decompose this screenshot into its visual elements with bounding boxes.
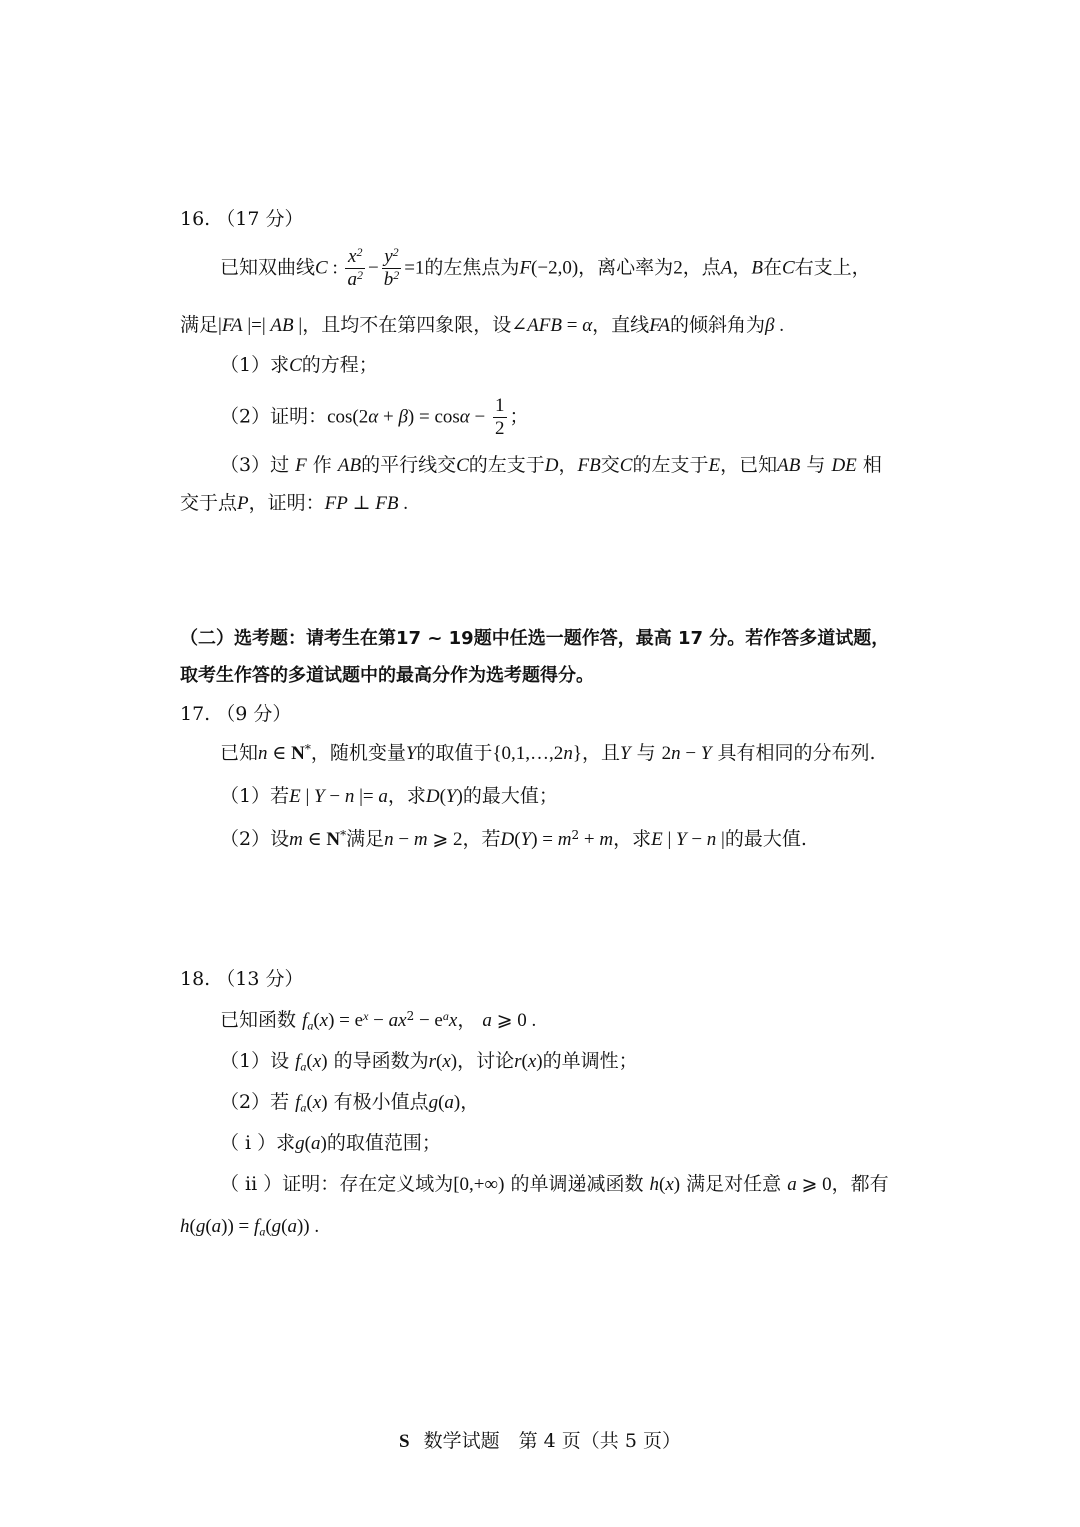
q16-part1: （1）求C的方程； [220,354,378,376]
q18-part2-ii: （ ii ）证明：存在定义域为[0,+∞) 的单调递减函数 h(x) 满足对任意 a ⩾ 0，都有 [220,1173,889,1195]
footer-page-info: 数学试题 第 4 页（共 5 页） [423,1430,681,1452]
q18-header: 18. （13 分） [180,968,304,990]
q16-part2: （2）证明：cos(2α + β) = cosα − $\frac{1}{2}$ ； [220,395,529,439]
q17-stem: 已知n ∈ N*，随机变量Y的取值于{0,1,…,2n}，且Y 与 2n − Y 具有相同的分布列. [220,742,876,764]
page-footer [0,1426,1080,1453]
q16-stem-line2: 满足|FA |=| AB |，且均不在第四象限，设∠AFB = α，直线FA的倾斜角为β . [180,314,784,336]
footer-series: S [399,1431,410,1452]
q18-part2-ii-line2: $h(g(a)) = f_a(g(a))$ . [180,1216,320,1239]
q18-part1: （1）设 $f_a(x)$ 的导函数为r(x)，讨论r(x)的单调性； [220,1050,638,1074]
section2-instructions-line1: （二）选考题：请考生在第17 ~ 19题中任选一题作答，最高 17 分。若作答多道试题， [180,628,890,649]
q16-stem: 已知双曲线C : $\frac{x^2}{a^2}$ − $\frac{y^2}{b^2}$ =1的左焦点为F(−2,0)，离心率为2，点A，B在C右支上， [220,245,871,290]
q17-part2: （2）设m ∈ N*满足n − m ⩾ 2，若$D(Y) = m^2 + m$，求E | Y − n |的最大值. [220,828,807,850]
q18-part2-i: （ i ）求g(a)的取值范围； [220,1132,441,1154]
q16-part3-line2: 交于点P，证明：FP ⊥ FB . [180,492,408,514]
q17-part1: （1）若E | Y − n |= a，求D(Y)的最大值； [220,785,558,807]
q17-header: 17. （9 分） [180,703,292,725]
q16-part3: （3）过 F 作 AB的平行线交C的左支于D，FB交C的左支于E，已知AB 与 DE 相 [220,454,882,476]
q18-stem: 已知函数 $f_a(x) = e^x - ax^2 - e^ax$， a ⩾ 0 . [220,1009,537,1033]
q16-header: 16. （17 分） [180,208,304,230]
q18-part2: （2）若 $f_a(x)$ 有极小值点g(a)， [220,1091,480,1115]
section2-instructions-line2: 取考生作答的多道试题中的最高分作为选考题得分。 [180,665,594,686]
